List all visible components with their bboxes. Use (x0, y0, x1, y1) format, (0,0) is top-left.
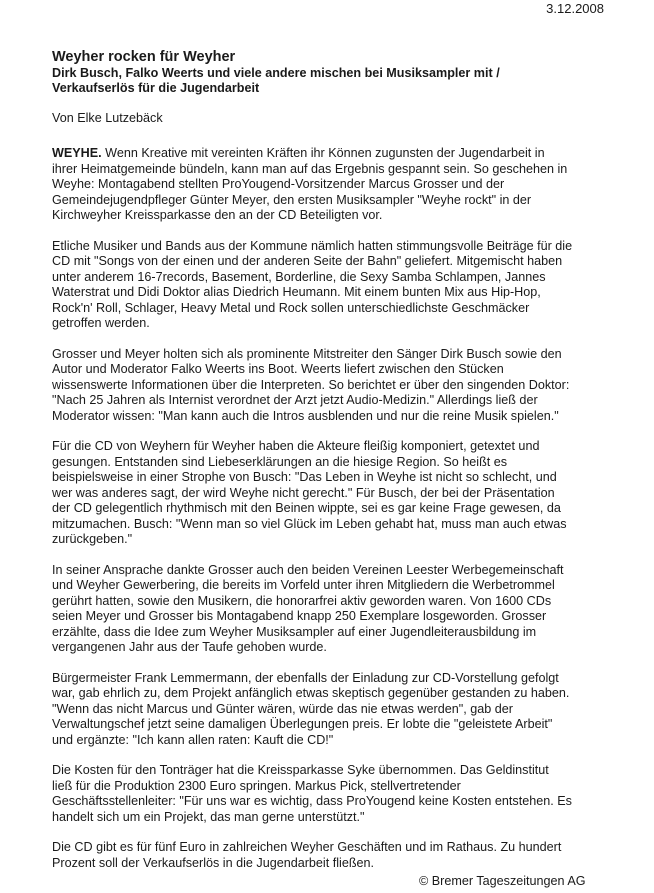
paragraph-line: wer was anderes sagt, der wird Weyhe nicht gerecht." Für Busch, der bei der Präsentation (52, 485, 555, 500)
paragraph-line: Für die CD von Weyhern für Weyher haben die Akteure fleißig komponiert, getextet und (52, 439, 540, 453)
paragraph-line: mitzumachen. Busch: "Wenn man so viel Glück im Leben gehabt hat, muss man auch etwas (52, 516, 567, 531)
paragraph-line: Kirchweyher Kreissparkasse den an der CD Beteiligten vor. (52, 208, 383, 222)
copyright-notice: © Bremer Tageszeitungen AG (419, 874, 586, 888)
paragraph-line: Die Kosten für den Tonträger hat die Kreissparkasse Syke übernommen. Das Geldinstitut (52, 763, 549, 777)
paragraph-line: und Weyher Gewerbering, die bereits im Vorfeld unter ihren Mitgliedern die Werbetrommel (52, 578, 555, 592)
paragraph-5 (52, 563, 612, 656)
paragraph-line: Prozent soll der Verkaufserlös in die Jugendarbeit fließen. (52, 855, 375, 870)
paragraph-line: "Nach 25 Jahren als Internist verordnet der Arzt jetzt Audio-Medizin." Allerdings ließ der (52, 393, 538, 407)
paragraph-line: Gemeindejugendpfleger Günter Meyer, den ersten Musiksampler "Weyhe rockt" in der (52, 192, 532, 207)
paragraph-line: Rock'n' Roll, Schlager, Heavy Metal und Rock sollen unterschiedlichste Geschmäcker (52, 300, 530, 315)
paragraph-line: wissenswerte Informationen über die Interpreten. So berichtet er über den singenden Doktor: (52, 377, 570, 392)
paragraph-line: Bürgermeister Frank Lemmermann, der ebenfalls der Einladung zur CD-Vorstellung gefolgt (52, 670, 559, 685)
paragraph-line: Grosser und Meyer holten sich als prominente Mitstreiter den Sänger Dirk Busch sowie den (52, 346, 562, 361)
paragraph-line: WEYHE. Wenn Kreative mit vereinten Kräften ihr Können zugunsten der Jugendarbeit in (52, 146, 545, 160)
paragraph-line: ihrer Heimatgemeinde bündeln, kann man auf das Ergebnis gespannt sein. So geschehen in (52, 161, 568, 176)
paragraph-4 (52, 439, 612, 548)
paragraph-line: Waterstrat und Didi Doktor alias Diedrich Heumann. Mit einem bunten Mix aus Hip-Hop, (52, 285, 541, 299)
byline: Von Elke Lutzebäck (52, 111, 163, 125)
subheadline (52, 66, 612, 96)
paragraph-line: getroffen werden. (52, 316, 150, 330)
paragraph-line: gesungen. Entstanden sind Liebeserklärungen an die hiesige Region. So heißt es (52, 454, 508, 469)
paragraph-line: In seiner Ansprache dankte Grosser auch den beiden Vereinen Leester Werbegemeinschaft (52, 562, 564, 577)
article (52, 49, 612, 886)
paragraph-3 (52, 347, 612, 425)
paragraph-line: beispielsweise in einer Strophe von Busch: "Das Leben in Weyhe ist nicht so schlecht, und (52, 470, 557, 484)
paragraph-line: Die CD gibt es für fünf Euro in zahlreichen Weyher Geschäften und im Rathaus. Zu hundert (52, 840, 562, 854)
paragraph-line: Moderator wissen: "Man kann auch die Intros ausblenden und nur die reine Musik spielen." (52, 408, 559, 423)
paragraph-line: CD mit "Songs von der einen und der anderen Seite der Bahn" geliefert. Mitgemischt haben (52, 254, 563, 268)
paragraph-line: unter anderem 16-7records, Basement, Borderline, die Sexy Samba Schlampen, Jannes (52, 269, 546, 284)
document-date: 3.12.2008 (546, 1, 604, 16)
paragraph-line: Etliche Musiker und Bands aus der Kommune nämlich hatten stimmungsvolle Beiträge für die (52, 238, 573, 253)
paragraph-line: Verwaltungschef jetzt seine damaligen Überlegungen preis. Er lobte die "geleistete Arbeit" (52, 717, 553, 731)
paragraph-line: zurückgeben." (52, 532, 133, 546)
subheadline-line: Dirk Busch, Falko Weerts und viele andere mischen bei Musiksampler mit / (52, 66, 500, 80)
paragraph-1 (52, 146, 612, 224)
paragraph-line: "Wenn das nicht Marcus und Günter wären, würde das nie etwas werden", gab der (52, 701, 513, 716)
paragraph-line: erzählte, dass die Idee zum Weyher Musiksampler auf einer Jugendleiterausbildung im (52, 624, 537, 639)
article-body (52, 146, 612, 871)
dateline: WEYHE. (52, 146, 102, 160)
paragraph-line: vergangenen Jahr aus der Taufe gehoben wurde. (52, 640, 327, 654)
paragraph-line: handelt sich um ein Projekt, das man gerne unterstützt." (52, 809, 365, 824)
headline: Weyher rocken für Weyher (52, 49, 236, 65)
paragraph-line: der CD gelegentlich rhythmisch mit den Beinen wippte, sei es gar keine Frage gewesen, da (52, 501, 561, 515)
subheadline-line: Verkaufserlös für die Jugendarbeit (52, 81, 260, 95)
paragraph-2 (52, 239, 612, 332)
paragraph-6 (52, 671, 612, 749)
paragraph-line: seien Meyer und Grosser bis Montagabend knapp 250 Exemplare losgeworden. Grosser (52, 609, 547, 623)
paragraph-line: gerührt hatten, sowie den Musikern, die honorarfrei aktiv geworden waren. Von 1600 CDs (52, 593, 552, 608)
paragraph-line: Geschäftsstellenleiter: "Für uns war es wichtig, dass ProYougend keine Kosten entstehen. Es (52, 794, 572, 808)
paragraph-7 (52, 763, 612, 825)
paragraph-line: war, gab ehrlich zu, dem Projekt anfänglich etwas skeptisch gegenüber gestanden zu haben. (52, 686, 570, 700)
paragraph-8 (52, 840, 612, 871)
paragraph-line: und ergänzte: "Ich kann allen raten: Kauft die CD!" (52, 732, 334, 747)
paragraph-line: Autor und Moderator Falko Weerts ins Boot. Weerts liefert zwischen den Stücken (52, 362, 504, 376)
paragraph-line: Weyhe: Montagabend stellten ProYougend-Vorsitzender Marcus Grosser und der (52, 177, 505, 191)
paragraph-line: ließ für die Produktion 2300 Euro springen. Markus Pick, stellvertretender (52, 778, 461, 793)
